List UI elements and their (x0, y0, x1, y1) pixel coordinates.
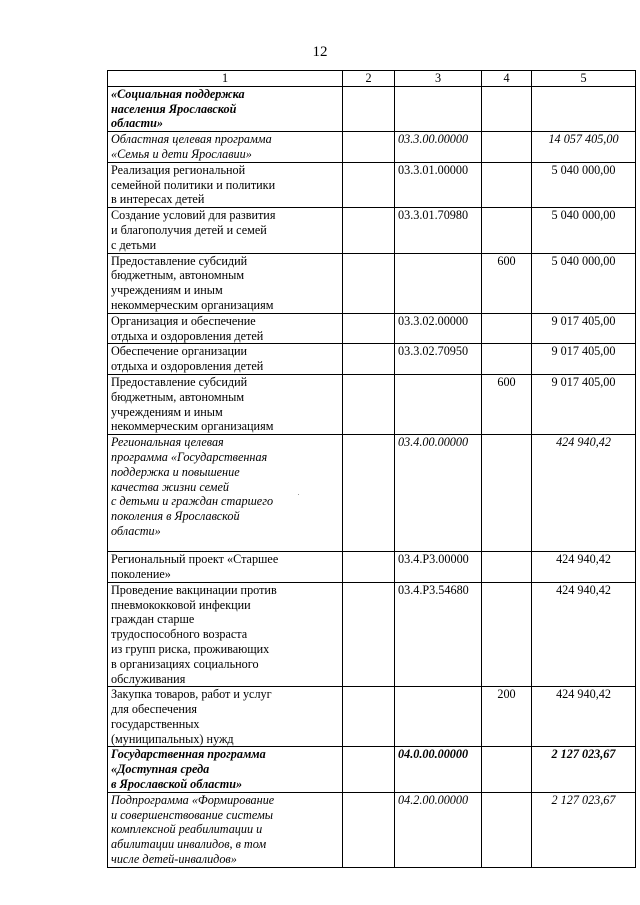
table-row (108, 747, 636, 792)
amount-cell: 424 940,42 (532, 435, 636, 552)
header-cell-1: 1 (108, 71, 343, 87)
expense-type-cell (482, 747, 532, 792)
target-code-cell: 03.3.00.00000 (395, 132, 482, 163)
column-2-cell (343, 162, 395, 207)
header-cell-2: 2 (343, 71, 395, 87)
amount-cell: 5 040 000,00 (532, 162, 636, 207)
amount-cell: 424 940,42 (532, 582, 636, 687)
expense-type-cell (482, 86, 532, 131)
expense-type-cell (482, 132, 532, 163)
expense-type-cell (482, 208, 532, 253)
amount-cell: 2 127 023,67 (532, 792, 636, 867)
table-row (108, 208, 636, 253)
target-code-cell (395, 86, 482, 131)
column-2-cell (343, 344, 395, 375)
amount-cell: 9 017 405,00 (532, 374, 636, 434)
target-code-cell: 04.0.00.00000 (395, 747, 482, 792)
program-name-cell: Организация и обеспечение отдыха и оздоровления детей (108, 313, 343, 344)
table-row (108, 435, 636, 552)
column-2-cell (343, 208, 395, 253)
expense-type-cell (482, 162, 532, 207)
amount-cell (532, 86, 636, 131)
expense-type-cell (482, 792, 532, 867)
program-name-cell: Региональный проект «Старшее поколение» (108, 552, 343, 583)
column-2-cell (343, 435, 395, 552)
page-number: 12 (312, 44, 328, 60)
expense-type-cell (482, 344, 532, 375)
program-name-cell: Подпрограмма «Формирование и совершенствование системы комплексной реабилитации и абилитации инвалидов, в том числе детей-инвалидов» (108, 792, 343, 867)
column-2-cell (343, 582, 395, 687)
table-row (108, 582, 636, 687)
target-code-cell: 03.3.02.70950 (395, 344, 482, 375)
target-code-cell: 03.3.02.00000 (395, 313, 482, 344)
amount-cell: 424 940,42 (532, 552, 636, 583)
table-row (108, 374, 636, 434)
program-name-cell: Проведение вакцинации против пневмококковой инфекции граждан старше трудоспособного возраста из групп риска, проживающих в организациях социального обслуживания (108, 582, 343, 687)
expense-type-cell (482, 313, 532, 344)
header-row (108, 71, 636, 87)
target-code-cell: 03.4.P3.54680 (395, 582, 482, 687)
program-name-cell: «Социальная поддержка населения Ярославской области» (108, 86, 343, 131)
expense-type-cell: 200 (482, 687, 532, 747)
expense-type-cell (482, 435, 532, 552)
column-2-cell (343, 132, 395, 163)
program-name-cell: Предоставление субсидий бюджетным, автономным учреждениям и иным некоммерческим организациям (108, 374, 343, 434)
table-row (108, 313, 636, 344)
amount-cell: 424 940,42 (532, 687, 636, 747)
program-name-cell: Региональная целевая программа «Государственная поддержка и повышение качества жизни семей с детьми и граждан старшего поколения в Ярославской области» (108, 435, 343, 552)
expense-type-cell (482, 582, 532, 687)
target-code-cell: 03.3.01.70980 (395, 208, 482, 253)
column-2-cell (343, 313, 395, 344)
program-name-cell: Создание условий для развития и благополучия детей и семей с детьми (108, 208, 343, 253)
scan-speck (298, 494, 299, 495)
column-2-cell (343, 747, 395, 792)
target-code-cell: 03.3.01.00000 (395, 162, 482, 207)
amount-cell: 9 017 405,00 (532, 313, 636, 344)
program-name-cell: Обеспечение организации отдыха и оздоровления детей (108, 344, 343, 375)
amount-cell: 2 127 023,67 (532, 747, 636, 792)
table-row (108, 162, 636, 207)
table-row (108, 687, 636, 747)
column-2-cell (343, 552, 395, 583)
column-2-cell (343, 253, 395, 313)
amount-cell: 5 040 000,00 (532, 253, 636, 313)
expense-type-cell: 600 (482, 374, 532, 434)
amount-cell: 9 017 405,00 (532, 344, 636, 375)
column-2-cell (343, 86, 395, 131)
program-name-cell: Реализация региональной семейной политики и политики в интересах детей (108, 162, 343, 207)
header-cell-4: 4 (482, 71, 532, 87)
header-cell-5: 5 (532, 71, 636, 87)
table-row (108, 552, 636, 583)
budget-table (107, 70, 636, 868)
program-name-cell: Предоставление субсидий бюджетным, автономным учреждениям и иным некоммерческим организациям (108, 253, 343, 313)
program-name-cell: Закупка товаров, работ и услуг для обеспечения государственных (муниципальных) нужд (108, 687, 343, 747)
table-row (108, 253, 636, 313)
expense-type-cell (482, 552, 532, 583)
amount-cell: 5 040 000,00 (532, 208, 636, 253)
column-2-cell (343, 792, 395, 867)
column-2-cell (343, 374, 395, 434)
table-row (108, 792, 636, 867)
amount-cell: 14 057 405,00 (532, 132, 636, 163)
expense-type-cell: 600 (482, 253, 532, 313)
target-code-cell (395, 374, 482, 434)
target-code-cell (395, 687, 482, 747)
table-row (108, 344, 636, 375)
target-code-cell: 03.4.P3.00000 (395, 552, 482, 583)
header-cell-3: 3 (395, 71, 482, 87)
target-code-cell (395, 253, 482, 313)
table-row (108, 86, 636, 131)
program-name-cell: Областная целевая программа «Семья и дети Ярославии» (108, 132, 343, 163)
table-row (108, 132, 636, 163)
column-2-cell (343, 687, 395, 747)
program-name-cell: Государственная программа «Доступная среда в Ярославской области» (108, 747, 343, 792)
target-code-cell: 03.4.00.00000 (395, 435, 482, 552)
target-code-cell: 04.2.00.00000 (395, 792, 482, 867)
